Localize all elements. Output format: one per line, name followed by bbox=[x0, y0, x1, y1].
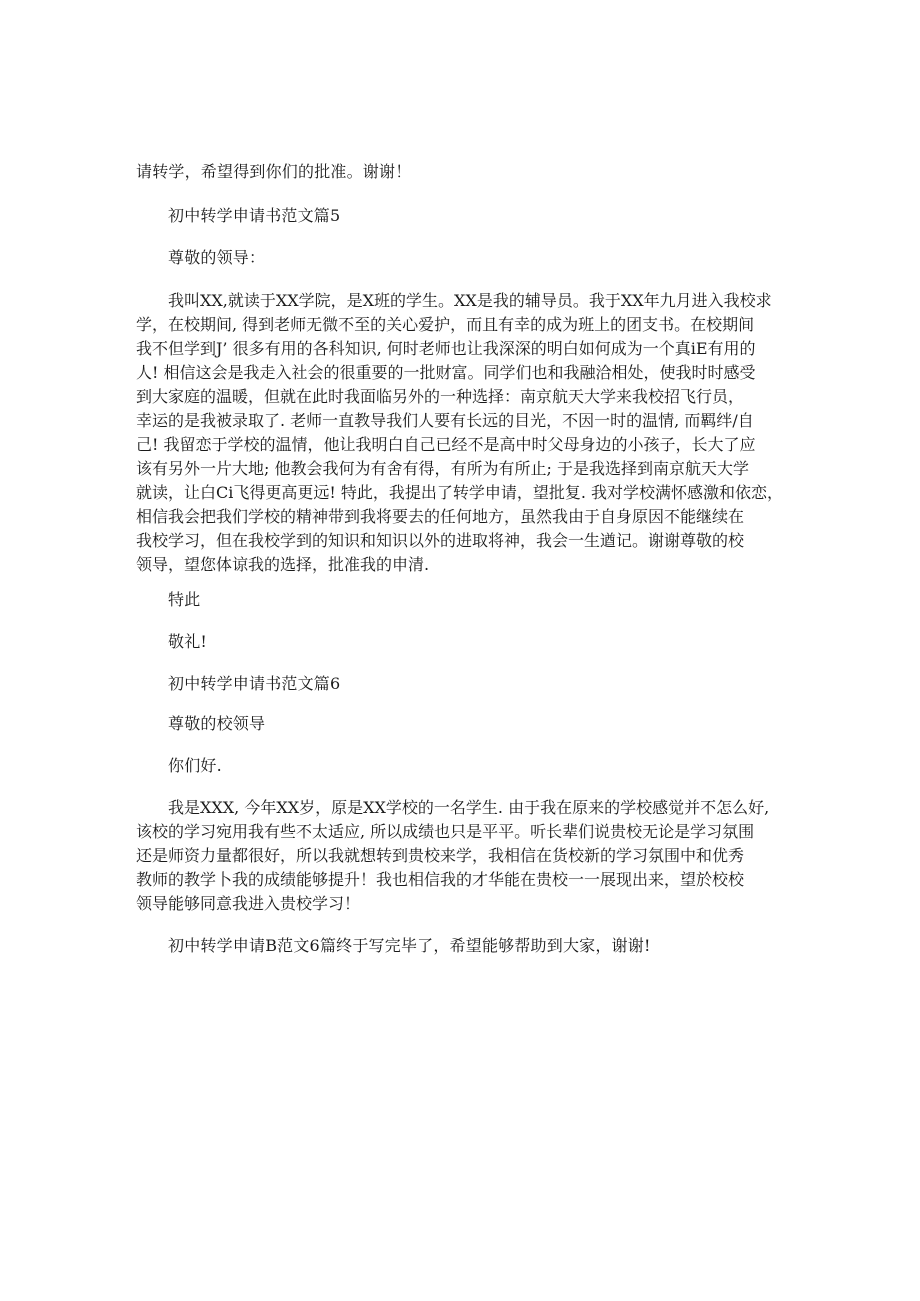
opening-tail-text: 请转学，希望得到你们的批准。谢谢！ bbox=[136, 162, 412, 181]
section5-body-line: 到大家庭的温暖，但就在此时我面临另外的一种选择：南京航天大学来我校招飞行员， bbox=[136, 387, 745, 406]
section6-body-line: 教师的教学卜我的成绩能够提升！我也相信我的才华能在贵校一一展现出来，望於校校 bbox=[136, 870, 745, 889]
section5-body-line: 人! 相信这会是我走入社会的很重要的一批财富。同学们也和我融洽相处，使我时时感受 bbox=[136, 363, 756, 382]
section5-heading: 初中转学申请书范文篇5 bbox=[168, 206, 341, 225]
section6-body-line: 我是XXX, 今年XX岁，原是XX学校的一名学生. 由于我在原来的学校感觉并不怎么好, bbox=[168, 798, 770, 817]
section6-body bbox=[136, 796, 796, 916]
section5-body-line: 幸运的是我被录取了. 老师一直教导我们人要有长远的目光，不因一时的温情, 而羁绊/自 bbox=[136, 411, 754, 430]
section6-body-line: 还是师资力量都很好，所以我就想转到贵校来学，我相信在货校新的学习氛围中和优秀 bbox=[136, 846, 745, 865]
section5-body bbox=[136, 289, 796, 577]
section5-body-line: 领导，望您体谅我的选择，批准我的申清. bbox=[136, 555, 430, 574]
section5-body-line: 我校学习，但在我校学到的知识和知识以外的进取将神，我会一生遒记。谢谢尊敬的校 bbox=[136, 531, 745, 550]
section5-body-line: 我叫XX,就读于XX学院，是X班的学生。XX是我的辅导员。我于XX年九月进入我校求 bbox=[168, 291, 772, 310]
section5-salutation: 尊敬的领导： bbox=[168, 248, 266, 267]
section6-salutation: 尊敬的校领导 bbox=[168, 714, 266, 733]
section5-body-line: 就读，让白Ci飞得更高更远! 特此，我提出了转学申请，望批复. 我对学校满怀感激和依恋， bbox=[136, 483, 784, 502]
section6-heading: 初中转学申请书范文篇6 bbox=[168, 674, 341, 693]
section6-body-line: 领导能够同意我进入贵校学习！ bbox=[136, 894, 361, 913]
section5-body-line: 相信我会把我们学校的精神带到我将要去的任何地方，虽然我由于自身原因不能继续在 bbox=[136, 507, 745, 526]
section5-body-line: 学，在校期间, 得到老师无微不至的关心爱护，而且有幸的成为班上的团支书。在校期间 bbox=[136, 315, 755, 334]
section6-body-line: 该校的学习宛用我有些不太适应, 所以成绩也只是平平。听长辈们说贵校无论是学习氛围 bbox=[136, 822, 755, 841]
section5-body-line: 己! 我留恋于学校的温情，他让我明白自己已经不是高中时父母身边的小孩子，长大了应 bbox=[136, 435, 756, 454]
section6-greeting: 你们好. bbox=[168, 756, 222, 775]
closing-note: 初中转学申请B范文6篇终于写完毕了，希望能够帮助到大家，谢谢! bbox=[168, 936, 651, 955]
section5-closing-tecl: 特此 bbox=[168, 590, 201, 609]
section5-body-line: 我不但学到J’ 很多有用的各科知识, 何时老师也让我深深的明白如何成为一个真iE有用的 bbox=[136, 339, 756, 358]
section5-body-line: 该有另外一片大地; 他教会我何为有舍有得，有所为有所止; 于是我选择到南京航天大学 bbox=[136, 459, 749, 478]
section5-closing-jingli: 敬礼! bbox=[168, 632, 208, 651]
